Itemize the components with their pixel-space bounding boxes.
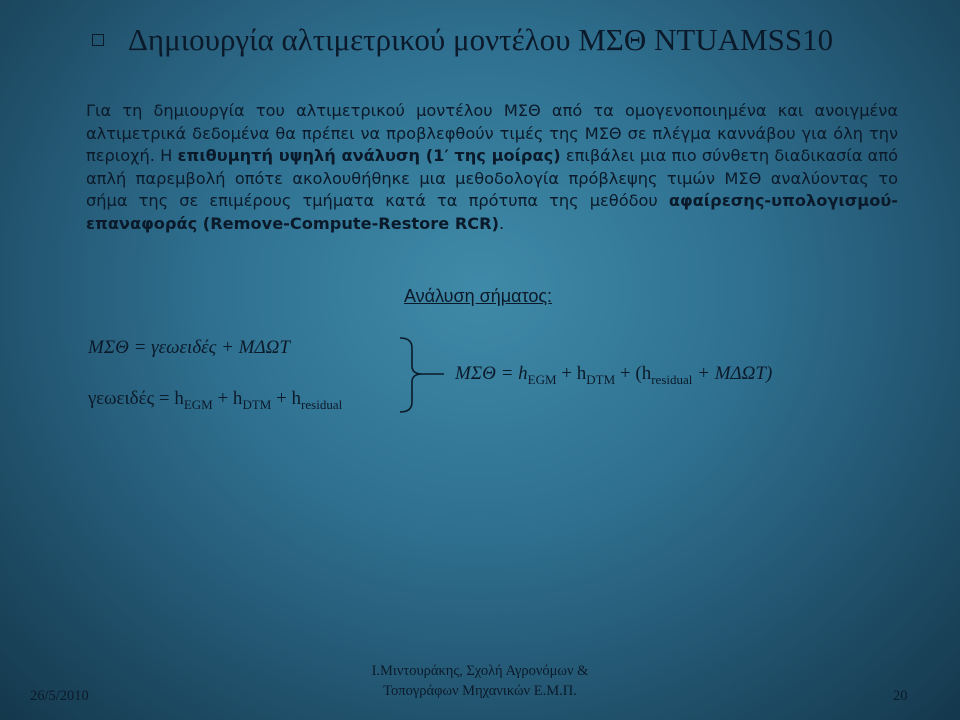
equation-msth: ΜΣΘ = γεωειδές + ΜΔΩΤ (88, 337, 290, 358)
slide-title: Δημιουργία αλτιμετρικού μοντέλου ΜΣΘ NTUAMSS10 (128, 22, 834, 57)
body-paragraph (86, 100, 898, 236)
paragraph-bold-2: αφαίρεσης-υπολογισμού-επαναφοράς (Remove-Compute-Restore RCR) (86, 191, 898, 233)
equation-geoid: $\gamma\varepsilon\omega\varepsilon\iota\delta έ\varsigma = h_{EGM} + h_{DTM} + h_{residual}$ (88, 388, 343, 412)
footer-page-number: 20 (893, 688, 908, 704)
equation-msth-full: $M\Sigma\Theta = h_{EGM} + h_{DTM} + (h_{residual} + M\Delta\Omega T)$ (455, 363, 773, 387)
signal-analysis-heading: Ανάλυση σήματος: (404, 286, 553, 306)
footer-date: 26/5/2010 (30, 688, 89, 704)
paragraph-text-3: . (499, 213, 505, 233)
paragraph-text-2: επιβάλει μια πιο σύνθετη διαδικασία από απλή παρεμβολή οπότε ακολουθήθηκε μια μεθοδολογία πρόβλεψης τιμών ΜΣΘ αναλύοντας το σήμα της σε επιμέρους τμήματα κατά τα πρότυπα της μεθόδου (86, 146, 898, 211)
footer-author-line-1: Ι.Μιντουράκης, Σχολή Αγρονόμων & (371, 663, 589, 679)
square-bullet-icon (92, 34, 104, 46)
slide-title-row (92, 22, 833, 58)
right-brace-icon (398, 336, 448, 416)
footer-author-line-2: Τοπογράφων Μηχανικών Ε.Μ.Π. (383, 683, 577, 699)
paragraph-bold-1: επιθυμητή υψηλή ανάλυση (1′ της μοίρας) (177, 146, 561, 166)
footer-author (300, 661, 660, 701)
paragraph-text-1: Για τη δημιουργία του αλτιμετρικού μοντέλου ΜΣΘ από τα ομογενοποιημένα και ανοιγμένα αλτιμετρικά δεδομένα θα πρέπει να προβλεφθούν τιμές της ΜΣΘ σε πλέγμα καννάβου για όλη την περιοχή. Η (86, 101, 898, 166)
